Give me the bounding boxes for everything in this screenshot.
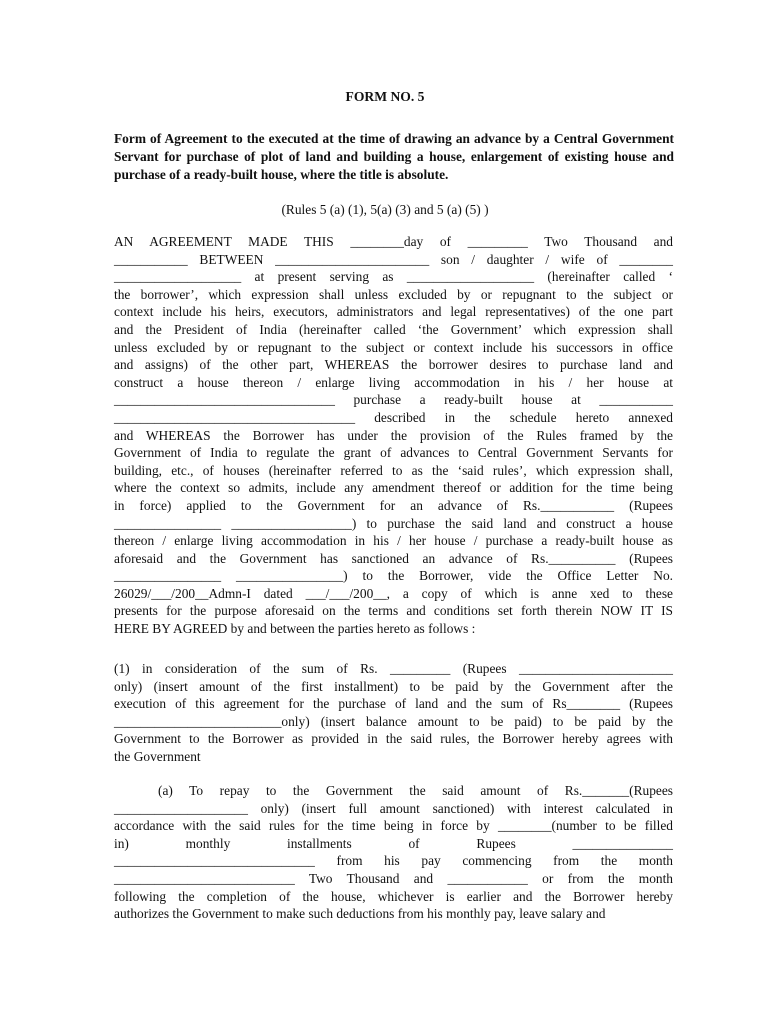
text-line: thereon / enlarge living accommodation in his / her house / purchase a ready-built house as — [114, 533, 673, 549]
text-line: the Government — [114, 748, 201, 764]
text-line: and WHEREAS the Borrower has under the provision of the Rules framed by the — [114, 427, 673, 443]
text-line: ______________________________ from his pay commencing from the month — [114, 853, 673, 869]
text-line: 26029/___/200__Admn-I dated ___/___/200__, a copy of which is anne xed to these — [114, 585, 673, 601]
text-line: ________________ __________________) to purchase the said land and construct a house — [114, 515, 673, 531]
text-line: execution of this agreement for the purchase of land and the sum of Rs________ (Rupees — [114, 696, 673, 712]
text-line: only) (insert amount of the first installment) to be paid by the Government after the — [114, 678, 673, 694]
text-line: ___________________________ Two Thousand and ____________ or from the month — [114, 870, 673, 886]
text-line: and assigns) of the other part, WHEREAS the borrower desires to purchase land and — [114, 357, 673, 373]
text-line: aforesaid and the Government has sanctioned an advance of Rs.__________ (Rupees — [114, 550, 673, 566]
text-line: the borrower’, which expression shall unless excluded by or repugnant to the subject or — [114, 286, 673, 302]
text-line: in force) applied to the Government for an advance of Rs.___________ (Rupees — [114, 497, 673, 513]
agreement-paragraph-1 — [114, 233, 673, 638]
text-line: ____________________ only) (insert full amount sanctioned) with interest calculated in — [114, 800, 673, 816]
text-line: ____________________________________ described in the schedule hereto annexed — [114, 409, 673, 425]
text-line: HERE BY AGREED by and between the parties hereto as follows : — [114, 621, 476, 637]
text-line: Government of India to regulate the grant of advances to Central Government Servants for — [114, 445, 673, 461]
form-title: FORM NO. 5 — [345, 89, 425, 104]
text-line: (a) To repay to the Government the said amount of Rs._______(Rupees — [158, 783, 673, 798]
text-line: (1) in consideration of the sum of Rs. _________ (Rupees _______________________ — [114, 661, 673, 676]
text-line: ________________ ________________) to the Borrower, vide the Office Letter No. — [114, 568, 673, 584]
text-line: accordance with the said rules for the time being in force by ________(number to be filled — [114, 818, 673, 834]
text-line: authorizes the Government to make such deductions from his monthly pay, leave salary and — [114, 906, 606, 922]
text-line: and the President of India (hereinafter called ‘the Government’ which expression shall — [114, 321, 673, 337]
text-line: construct a house thereon / enlarge living accommodation in his / her house at — [114, 374, 673, 390]
text-line: building, etc., of houses (hereinafter referred to as the ‘said rules’, which expression shall, — [114, 462, 673, 478]
agreement-heading: Form of Agreement to the executed at the time of drawing an advance by a Central Government Servant for purchase of plot of land and building a house, enlargement of existing house and purchase of a ready-built house, where the title is absolute. — [114, 131, 674, 182]
text-line: in) monthly installments of Rupees _______________ — [114, 835, 673, 851]
text-line: ___________ BETWEEN _______________________ son / daughter / wife of ________ — [114, 251, 673, 267]
rules-reference: (Rules 5 (a) (1), 5(a) (3) and 5 (a) (5) ) — [281, 202, 489, 217]
clause-1a-paragraph — [114, 782, 673, 923]
clause-1-paragraph — [114, 660, 673, 766]
text-line: _________________________________ purchase a ready-built house at ___________ — [114, 392, 673, 408]
text-line: AN AGREEMENT MADE THIS ________day of _________ Two Thousand and — [114, 234, 673, 249]
text-line: where the context so admits, include any amendment thereof or addition for the time being — [114, 480, 673, 496]
text-line: Government to the Borrower as provided in the said rules, the Borrower hereby agrees with — [114, 731, 673, 747]
text-line: following the completion of the house, whichever is earlier and the Borrower hereby — [114, 888, 673, 904]
text-line: context include his heirs, executors, administrators and legal representatives) of the one part — [114, 304, 673, 320]
text-line: presents for the purpose aforesaid on the terms and conditions set forth therein NOW IT IS — [114, 603, 673, 619]
text-line: unless excluded by or repugnant to the subject or context include his successors in office — [114, 339, 673, 355]
text-line: ___________________ at present serving as ___________________ (hereinafter called ‘ — [114, 269, 673, 285]
text-line: _________________________only) (insert balance amount to be paid) to be paid by the — [114, 713, 673, 729]
